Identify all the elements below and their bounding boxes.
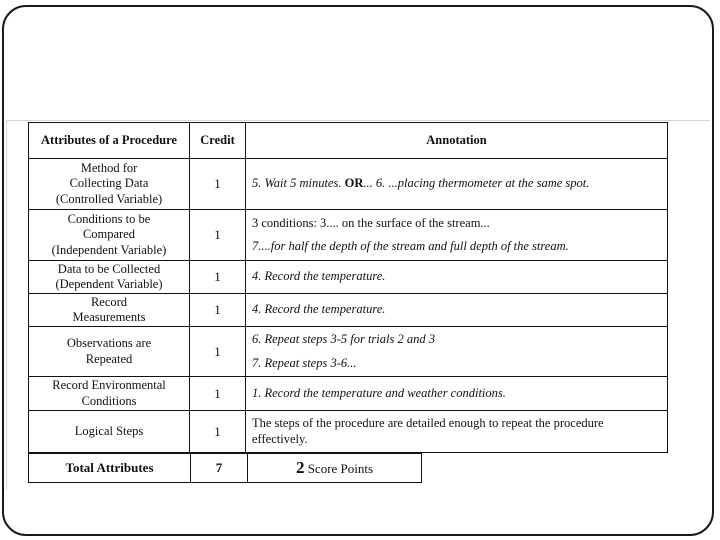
annotation-text: ... 6. ...placing thermometer at the same spot. (363, 176, 590, 191)
attribute-cell (29, 159, 190, 210)
annotation-or: OR (344, 176, 364, 191)
credit-cell: 1 (190, 377, 246, 411)
annotation-line: The steps of the procedure are detailed enough to repeat the procedure (252, 416, 604, 430)
annotation-line: effectively. (252, 431, 308, 446)
attribute-line: Conditions (81, 393, 137, 408)
annotation-line: 4. Record the temperature. (252, 269, 386, 284)
attribute-line: (Independent Variable) (51, 242, 167, 257)
header-annotation: Annotation (246, 123, 668, 159)
attribute-cell (29, 377, 190, 411)
left-divider (6, 120, 7, 490)
total-attributes-table (28, 453, 422, 483)
total-row (29, 454, 422, 483)
attribute-cell (29, 327, 190, 377)
attribute-line: (Dependent Variable) (55, 277, 163, 291)
table-row (29, 210, 668, 261)
header-credit: Credit (190, 123, 246, 159)
annotation-line: 1. Record the temperature and weather conditions. (252, 385, 506, 400)
score-points (248, 454, 422, 483)
attribute-line: Observations are (66, 336, 152, 350)
credit-cell: 1 (190, 210, 246, 261)
credit-cell: 1 (190, 261, 246, 294)
annotation-cell (246, 411, 668, 453)
attribute-line: Method for (80, 160, 138, 175)
attribute-cell (29, 294, 190, 327)
annotation-line: 7....for half the depth of the stream and full depth of the stream. (252, 239, 569, 253)
score-label: Score Points (307, 461, 374, 476)
table-row (29, 261, 668, 294)
attribute-line: Conditions to be (67, 211, 151, 226)
header-divider (6, 120, 710, 121)
annotation-cell (246, 210, 668, 261)
table-row (29, 411, 668, 453)
table-row (29, 294, 668, 327)
attribute-line: Collecting Data (69, 176, 149, 191)
annotation-line: 7. Repeat steps 3-6... (252, 355, 357, 370)
annotation-cell (246, 159, 668, 210)
credit-cell: 1 (190, 411, 246, 453)
annotation-cell (246, 377, 668, 411)
table-row (29, 327, 668, 377)
header-attributes-label: Attributes of a Procedure (41, 132, 177, 147)
attribute-line: Measurements (72, 310, 146, 324)
annotation-line: 3 conditions: 3.... on the surface of the stream... (252, 215, 490, 230)
table-row (29, 377, 668, 411)
score-number: 2 (295, 458, 305, 477)
credit-cell: 1 (190, 159, 246, 210)
attribute-line: Record (90, 294, 128, 309)
annotation-line: 6. Repeat steps 3-5 for trials 2 and 3 (252, 332, 435, 346)
annotation-cell (246, 294, 668, 327)
annotation-text: 5. Wait 5 minutes. (252, 176, 345, 191)
attribute-line: (Controlled Variable) (55, 191, 163, 206)
annotation-line: 4. Record the temperature. (252, 302, 386, 317)
procedure-attributes-table (28, 122, 668, 453)
attribute-line: Compared (82, 227, 136, 242)
credit-cell: 1 (190, 327, 246, 377)
attribute-cell (29, 261, 190, 294)
table-header-row (29, 123, 668, 159)
annotation-cell (246, 261, 668, 294)
attribute-line: Data to be Collected (57, 261, 161, 276)
attribute-cell (29, 210, 190, 261)
total-label: Total Attributes (29, 454, 191, 483)
total-credit: 7 (191, 454, 248, 483)
attribute-line: Record Environmental (52, 378, 166, 392)
attribute-line: Logical Steps (74, 423, 144, 438)
credit-cell: 1 (190, 294, 246, 327)
attribute-cell (29, 411, 190, 453)
table-row (29, 159, 668, 210)
header-attributes (29, 123, 190, 159)
attribute-line: Repeated (85, 351, 133, 366)
annotation-cell (246, 327, 668, 377)
